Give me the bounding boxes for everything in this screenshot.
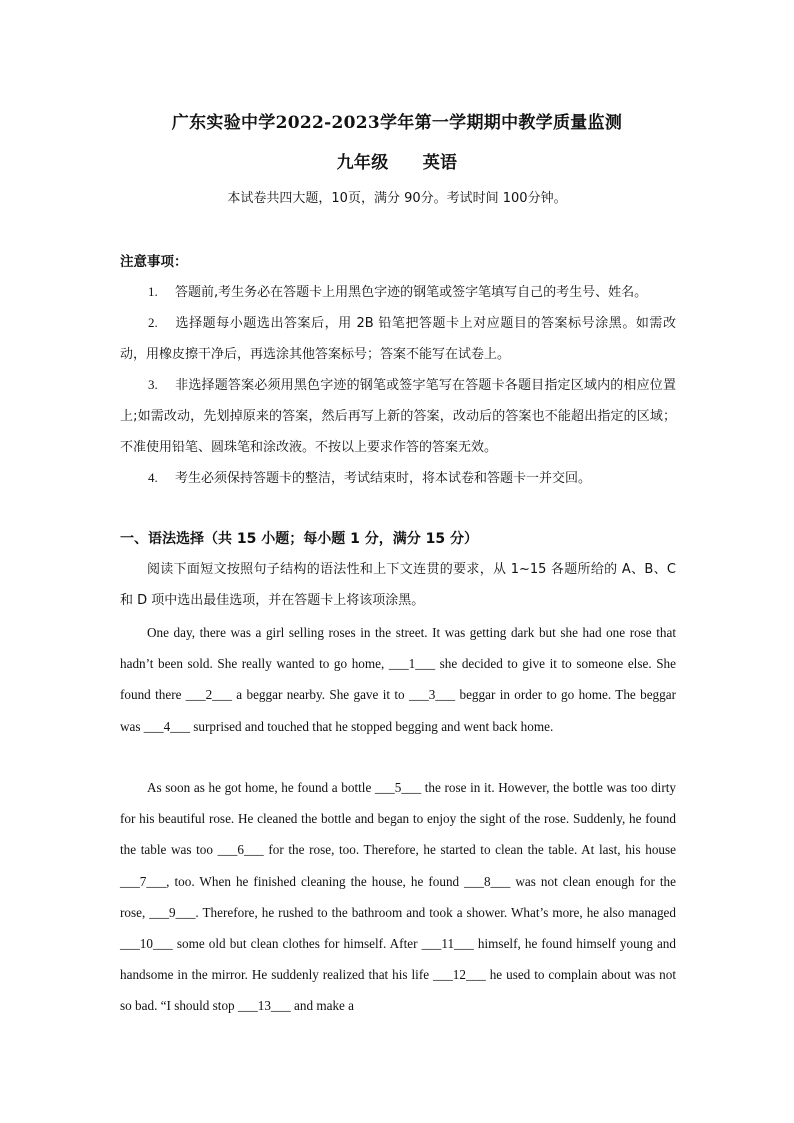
notice-item-number: 2. xyxy=(148,315,158,330)
subject-label: 英语 xyxy=(422,153,458,173)
exam-info: 本试卷共四大题，10页，满分 90分。考试时间 100分钟。 xyxy=(227,191,567,206)
grade-label: 九年级 xyxy=(336,153,389,173)
notice-item xyxy=(120,462,676,494)
notice-item xyxy=(120,307,676,370)
notice-heading: 注意事项： xyxy=(120,254,188,270)
passage-paragraph: As soon as he got home, he found a bottle ___5___ the rose in it. However, the bottle was too dirty for his beautiful rose. He cleaned the bottle and began to enjoy the sight of the rose. Suddenly, he found the table was too ___6___ for the rose, too. Therefore, he started to clean the table. At last, his house ___7___, too. When he finished cleaning the house, he found ___8___ was not clean enough for the rose, ___9___. Therefore, he rushed to the bathroom and took a shower. What’s more, he also managed ___10___ some old but clean clothes for himself. After ___11___ himself, he found himself young and handsome in the mirror. He suddenly realized that his life ___12___ he used to complain about was not so bad. “I should stop ___13___ and make a xyxy=(120,780,676,1014)
passage-paragraph: One day, there was a girl selling roses in the street. It was getting dark but she had one rose that hadn’t been sold. She really wanted to go home, ___1___ she decided to give it to someone else. She found there ___2___ a beggar nearby. She gave it to ___3___ beggar in order to go home. The beggar was ___4___ surprised and touched that he stopped begging and went back home. xyxy=(120,625,676,734)
section-heading: 一、语法选择（共 15 小题；每小题 1 分，满分 15 分） xyxy=(120,531,478,547)
section-instruction: 阅读下面短文按照句子结构的语法性和上下文连贯的要求，从 1~15 各题所给的 A、B、C 和 D 项中选出最佳选项，并在答题卡上将该项涂黑。 xyxy=(120,562,676,608)
notice-item-text: 答题前,考生务必在答题卡上用黑色字迹的钢笔或签字笔填写自己的考生号、姓名。 xyxy=(175,285,648,300)
notice-item-text: 非选择题答案必须用黑色字迹的钢笔或签字笔写在答题卡各题目指定区域内的相应位置上;如需改动，先划掉原来的答案，然后再写上新的答案，改动后的答案也不能超出指定的区域；不准使用铅笔、圆珠笔和涂改液。不按以上要求作答的答案无效。 xyxy=(120,378,676,455)
notice-item xyxy=(120,369,676,463)
notice-item-text: 考生必须保持答题卡的整洁，考试结束时，将本试卷和答题卡一并交回。 xyxy=(175,471,592,486)
exam-title: 广东实验中学2022-2023学年第一学期期中教学质量监测 xyxy=(171,113,623,133)
notice-item xyxy=(120,276,676,308)
notice-item-text: 选择题每小题选出答案后，用 2B 铅笔把答题卡上对应题目的答案标号涂黑。如需改动，用橡皮擦干净后，再选涂其他答案标号；答案不能写在试卷上。 xyxy=(120,316,676,362)
notice-item-number: 4. xyxy=(148,470,158,485)
exam-subtitle xyxy=(0,148,794,173)
notice-item-number: 1. xyxy=(148,284,158,299)
notice-item-number: 3. xyxy=(148,377,158,392)
